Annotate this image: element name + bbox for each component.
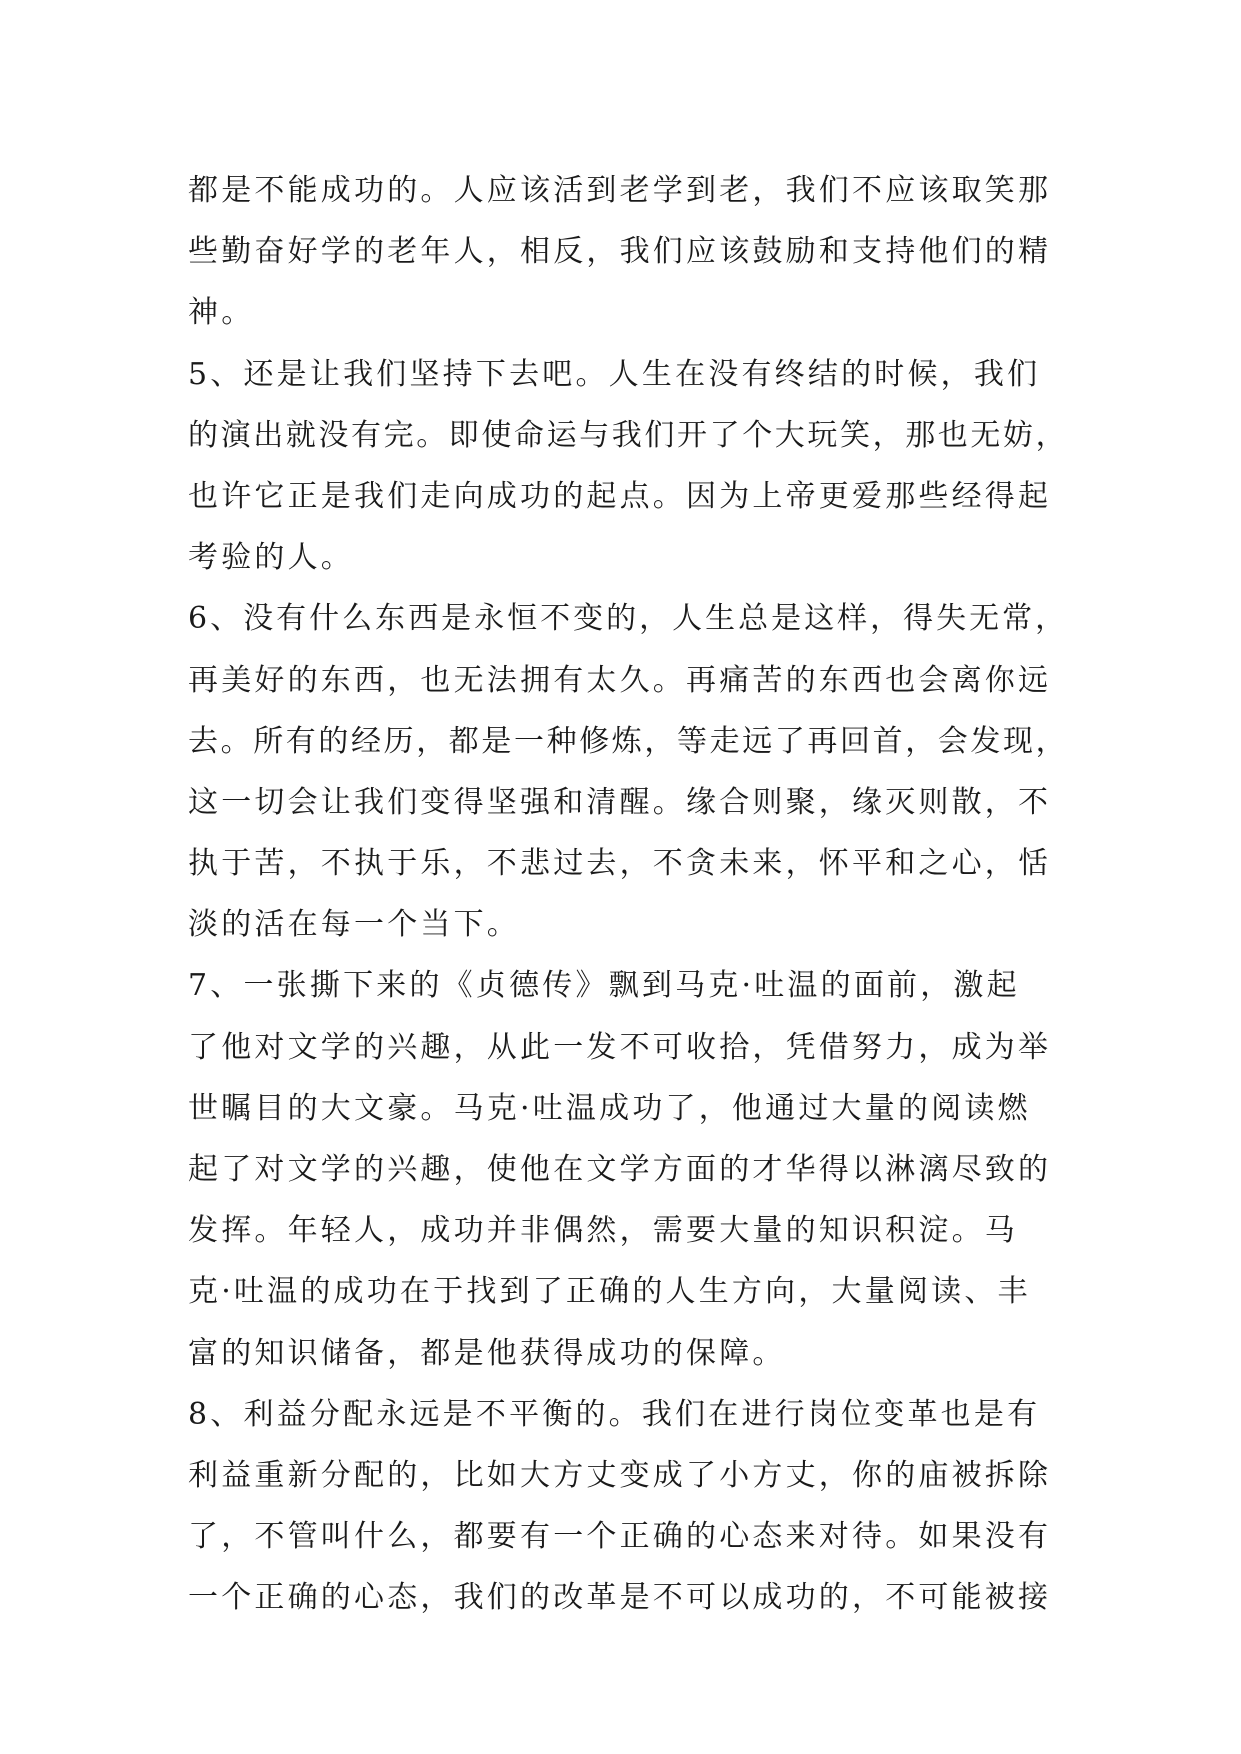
text-line: 些勤奋好学的老年人，相反，我们应该鼓励和支持他们的精 [188,234,1052,270]
text-line: 考验的人。 [188,540,354,576]
text-line: 6、没有什么东西是永恒不变的，人生总是这样，得失无常， [188,601,1069,637]
text-line: 克·吐温的成功在于找到了正确的人生方向，大量阅读、丰 [188,1274,1031,1310]
text-line: 起了对文学的兴趣，使他在文学方面的才华得以淋漓尽致的 [188,1152,1052,1187]
text-line: 世瞩目的大文豪。马克·吐温成功了，他通过大量的阅读燃 [188,1090,1031,1126]
text-line: 了他对文学的兴趣，从此一发不可收拾，凭借努力，成为举 [188,1029,1052,1065]
text-line: 7、一张撕下来的《贞德传》飘到马克·吐温的面前，激起 [188,968,1020,1004]
text-line: 去。所有的经历，都是一种修炼，等走远了再回首，会发现， [188,723,1069,759]
text-line: 了，不管叫什么，都要有一个正确的心态来对待。如果没有 [188,1519,1052,1555]
text-line: 利益重新分配的，比如大方丈变成了小方丈，你的庙被拆除 [188,1457,1052,1493]
text-line: 这一切会让我们变得坚强和清醒。缘合则聚，缘灭则散，不 [188,784,1052,820]
text-line: 8、利益分配永远是不平衡的。我们在进行岗位变革也是有 [188,1396,1041,1432]
text-line: 5、还是让我们坚持下去吧。人生在没有终结的时候，我们 [188,356,1041,392]
text-line: 发挥。年轻人，成功并非偶然，需要大量的知识积淀。马 [188,1213,1018,1249]
text-line: 再美好的东西，也无法拥有太久。再痛苦的东西也会离你远 [188,662,1052,698]
document-body [188,160,1069,1629]
text-line: 富的知识储备，都是他获得成功的保障。 [188,1335,786,1371]
text-line: 的演出就没有完。即使命运与我们开了个大玩笑，那也无妨， [188,417,1069,453]
text-line: 也许它正是我们走向成功的起点。因为上帝更爱那些经得起 [188,478,1052,514]
text-line: 执于苦，不执于乐，不悲过去，不贪未来，怀平和之心，恬 [188,846,1052,882]
text-line: 淡的活在每一个当下。 [188,907,520,943]
text-line: 神。 [188,295,255,331]
text-line: 都是不能成功的。人应该活到老学到老，我们不应该取笑那 [188,173,1052,208]
text-line: 一个正确的心态，我们的改革是不可以成功的，不可能被接 [188,1580,1052,1616]
